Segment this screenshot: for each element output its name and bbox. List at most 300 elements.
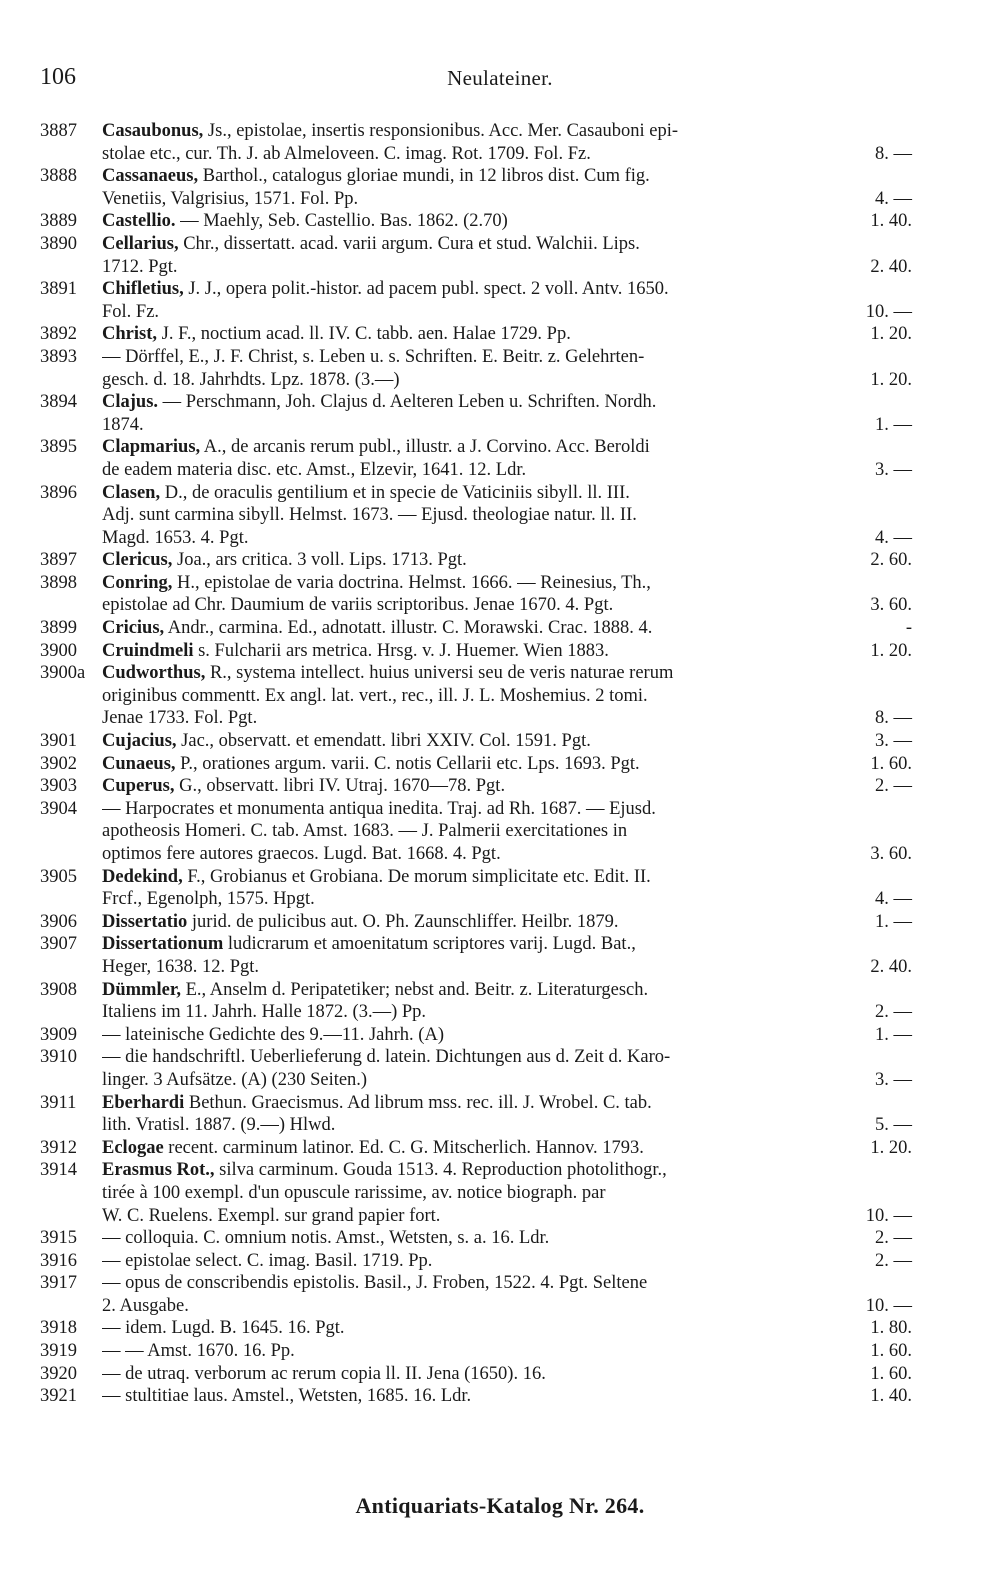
entry-price: 2. 40.: [870, 256, 912, 277]
entry-price: 4. —: [875, 188, 912, 209]
entry-text-body: R., systema intellect. huius universi seu de veris naturae rerum: [209, 663, 674, 684]
entry-text: [102, 956, 860, 979]
entry-number: 3895: [40, 437, 77, 458]
entry-line: [102, 1295, 912, 1318]
entry-line: [102, 933, 912, 956]
entry-line: [102, 323, 912, 346]
catalog-entry: [40, 775, 912, 798]
entry-price: 3. 60.: [870, 844, 912, 864]
entry-text: [102, 572, 912, 595]
entry-text-body: D., de oraculis gentilium et in specie de Vaticiniis sibyll. ll. III.: [164, 482, 630, 503]
catalog-entry: [40, 210, 912, 233]
entry-line: [102, 1205, 912, 1228]
entry-text-body: — Maehly, Seb. Castellio. Bas. 1862. (2.70): [180, 211, 508, 232]
entry-number: 3912: [40, 1137, 77, 1158]
entry-text: [102, 730, 865, 753]
catalog-entry: [40, 1317, 912, 1340]
entry-number: 3889: [40, 211, 77, 232]
entry-text: [102, 1385, 860, 1408]
entry-text: [102, 1024, 865, 1047]
entry-key: Dissertationum: [102, 934, 224, 955]
catalog-entry: [40, 549, 912, 572]
entry-number: 3904: [40, 798, 77, 819]
entry-text-body: lith. Vratisl. 1887. (9.—) Hlwd.: [102, 1115, 336, 1136]
entry-text: [102, 233, 912, 256]
entry-text: [102, 911, 865, 934]
entry-number: 3888: [40, 166, 77, 187]
entry-number: 3893: [40, 346, 77, 367]
entry-price: 10. —: [865, 1205, 912, 1226]
entry-text-body: — de utraq. verborum ac rerum copia ll. II. Jena (1650). 16.: [102, 1363, 546, 1384]
entry-key: Clasen,: [102, 482, 161, 503]
catalog-entry: [40, 1137, 912, 1160]
entry-text-body: Venetiis, Valgrisius, 1571. Fol. Pp.: [102, 188, 359, 209]
catalog-entry: [40, 933, 912, 978]
entry-line: [102, 798, 912, 821]
entry-number: 3890: [40, 233, 77, 254]
entry-text-body: Heger, 1638. 12. Pgt.: [102, 956, 260, 977]
entry-number: 3916: [40, 1250, 77, 1271]
entry-text-body: s. Fulcharii ars metrica. Hrsg. v. J. Huemer. Wien 1883.: [198, 640, 609, 661]
entry-text: [102, 1340, 860, 1363]
entry-key: Cruindmeli: [102, 640, 194, 661]
entry-key: Clajus.: [102, 392, 159, 413]
entry-text-body: 1712. Pgt.: [102, 256, 178, 277]
entry-key: Clericus,: [102, 550, 173, 571]
entry-text: [102, 843, 860, 866]
entry-line: [102, 436, 912, 459]
entry-text: [102, 1363, 860, 1386]
entry-line: [102, 843, 912, 866]
entry-text: [102, 888, 865, 911]
entry-text-body: Jenae 1733. Fol. Pgt.: [102, 708, 258, 729]
entry-text-body: epistolae ad Chr. Daumium de variis scriptoribus. Jenae 1670. 4. Pgt.: [102, 595, 614, 616]
entry-line: [102, 866, 912, 889]
entry-line: [102, 1227, 912, 1250]
entry-text: [102, 369, 860, 392]
entry-text-body: Fol. Fz.: [102, 301, 160, 322]
entry-number: 3909: [40, 1024, 77, 1045]
entry-text-body: Andr., carmina. Ed., adnotatt. illustr. C. Morawski. Crac. 1888. 4.: [167, 618, 653, 639]
entry-text: [102, 662, 912, 685]
entry-text: [102, 346, 912, 369]
entry-text-body: — Harpocrates et monumenta antiqua inedita. Traj. ad Rh. 1687. — Ejusd.: [102, 798, 656, 819]
entry-price: 5. —: [875, 1115, 912, 1136]
catalog-entry: [40, 798, 912, 866]
entry-text-body: linger. 3 Aufsätze. (A) (230 Seiten.): [102, 1069, 368, 1090]
entry-number: 3899: [40, 618, 77, 639]
entry-number: 3910: [40, 1047, 77, 1068]
entry-line: [102, 956, 912, 979]
entry-text: [102, 1295, 856, 1318]
entry-number: 3903: [40, 776, 77, 797]
entry-price: 2. —: [875, 776, 912, 797]
entry-text: [102, 459, 865, 482]
entry-key: Cricius,: [102, 618, 165, 639]
entry-key: Casaubonus,: [102, 121, 204, 141]
entry-text: [102, 188, 865, 211]
entry-price: 3. —: [875, 459, 912, 480]
entry-text-body: originibus commentt. Ex angl. lat. vert., rec., ill. J. L. Moshemius. 2 tomi.: [102, 685, 648, 706]
entry-line: [102, 1385, 912, 1408]
entry-line: [102, 888, 912, 911]
entry-price: 2. —: [875, 1228, 912, 1249]
entry-key: Cuperus,: [102, 776, 175, 797]
entry-text: [102, 775, 865, 798]
entry-text-body: silva carminum. Gouda 1513. 4. Reproduction photolithogr.,: [219, 1160, 667, 1181]
catalog-entry: [40, 730, 912, 753]
entry-text-body: — stultitiae laus. Amstel., Wetsten, 1685. 16. Ldr.: [102, 1386, 472, 1407]
entry-price: 10. —: [865, 301, 912, 322]
entry-line: [102, 685, 912, 708]
entry-text-body: E., Anselm d. Peripatetiker; nebst and. Beitr. z. Literaturgesch.: [185, 979, 649, 1000]
entry-text-body: Adj. sunt carmina sibyll. Helmst. 1673. — Ejusd. theologiae natur. ll. II.: [102, 505, 637, 526]
entry-line: [102, 979, 912, 1002]
entry-price: 1. —: [875, 414, 912, 435]
catalog-entry: [40, 323, 912, 346]
catalog-entry: [40, 1227, 912, 1250]
entry-text: [102, 482, 912, 505]
entry-text: [102, 1114, 865, 1137]
entry-text: [102, 527, 865, 550]
entry-text: [102, 1272, 912, 1295]
catalog-entry: [40, 1385, 912, 1408]
entry-text: [102, 391, 912, 414]
catalog-entry: [40, 662, 912, 730]
entry-key: Cellarius,: [102, 233, 179, 254]
entry-line: [102, 188, 912, 211]
entry-number: 3897: [40, 550, 77, 571]
entry-text: [102, 256, 860, 279]
catalog-entry: [40, 1092, 912, 1137]
entry-text: [102, 866, 912, 889]
catalog-entry: [40, 278, 912, 323]
entry-price: -: [905, 618, 912, 639]
entry-line: [102, 414, 912, 437]
entry-number: 3894: [40, 392, 77, 413]
entry-text: [102, 1159, 912, 1182]
entry-text: [102, 301, 856, 324]
page-title: Neulateiner.: [447, 66, 553, 90]
entry-price: 2. 40.: [870, 956, 912, 977]
entry-text-body: 1874.: [102, 414, 144, 435]
entry-text-body: F., Grobianus et Grobiana. De morum simplicitate etc. Edit. II.: [187, 866, 651, 887]
entry-number: 3915: [40, 1228, 77, 1249]
entry-line: [102, 820, 912, 843]
entry-number: 3887: [40, 121, 77, 141]
entry-text-body: Chr., dissertatt. acad. varii argum. Cura et stud. Walchii. Lips.: [183, 233, 640, 254]
entry-key: Cassanaeus,: [102, 166, 199, 187]
entry-price: 1. 60.: [870, 1341, 912, 1362]
catalog-entry: [40, 1340, 912, 1363]
entry-text: [102, 143, 865, 166]
entry-price: 1. 40.: [870, 1386, 912, 1407]
entry-price: 3. —: [875, 731, 912, 752]
entry-number: 3905: [40, 866, 77, 887]
entry-text-body: — die handschriftl. Ueberlieferung d. latein. Dichtungen aus d. Zeit d. Karo-: [102, 1047, 671, 1068]
entry-number: 3919: [40, 1341, 77, 1362]
entry-text-body: Barthol., catalogus gloriae mundi, in 12 libros dist. Cum fig.: [202, 166, 650, 187]
entry-price: 3. —: [875, 1069, 912, 1090]
entry-line: [102, 1092, 912, 1115]
catalog-entry: [40, 1272, 912, 1317]
entry-text: [102, 549, 860, 572]
entry-text: [102, 1046, 912, 1069]
entry-text: [102, 594, 860, 617]
entry-text-body: optimos fere autores graecos. Lugd. Bat. 1668. 4. Pgt.: [102, 844, 501, 864]
entry-number: 3891: [40, 279, 77, 300]
entry-number: 3892: [40, 324, 77, 345]
catalog-entry: [40, 436, 912, 481]
entry-text-body: gesch. d. 18. Jahrhdts. Lpz. 1878. (3.—): [102, 369, 400, 390]
entry-text-body: Joa., ars critica. 3 voll. Lips. 1713. Pgt.: [177, 550, 467, 571]
entry-text-body: H., epistolae de varia doctrina. Helmst. 1666. — Reinesius, Th.,: [177, 572, 651, 593]
entry-text-body: — Dörffel, E., J. F. Christ, s. Leben u. s. Schriften. E. Beitr. z. Gelehrten-: [102, 346, 645, 367]
entry-line: [102, 640, 912, 663]
entry-text: [102, 120, 912, 143]
entry-text-body: — colloquia. C. omnium notis. Amst., Wetsten, s. a. 16. Ldr.: [102, 1228, 550, 1249]
entry-number: 3906: [40, 911, 77, 932]
entry-price: 1. 60.: [870, 753, 912, 774]
entry-line: [102, 1159, 912, 1182]
entry-line: [102, 165, 912, 188]
entry-line: [102, 504, 912, 527]
entry-key: Erasmus Rot.,: [102, 1160, 215, 1181]
page-number: 106: [40, 64, 76, 90]
entry-line: [102, 753, 912, 776]
entry-number: 3911: [40, 1092, 77, 1113]
entry-line: [102, 1024, 912, 1047]
entry-key: Cunaeus,: [102, 753, 176, 774]
entry-line: [102, 662, 912, 685]
entry-line: [102, 233, 912, 256]
entry-key: Castellio.: [102, 211, 176, 232]
entry-text-body: — idem. Lugd. B. 1645. 16. Pgt.: [102, 1318, 345, 1339]
entry-number: 3901: [40, 731, 77, 752]
entry-text-body: Bethun. Graecismus. Ad librum mss. rec. ill. J. Wrobel. C. tab.: [188, 1092, 652, 1113]
entry-number: 3896: [40, 482, 77, 503]
entry-price: 4. —: [875, 889, 912, 910]
entry-line: [102, 346, 912, 369]
entry-text-body: Frcf., Egenolph, 1575. Hpgt.: [102, 889, 315, 910]
entry-key: Clapmarius,: [102, 437, 201, 458]
entry-text: [102, 1317, 860, 1340]
entry-number: 3917: [40, 1273, 77, 1294]
entry-price: 1. 60.: [870, 1363, 912, 1384]
entry-line: [102, 482, 912, 505]
entry-text-body: J. J., opera polit.-histor. ad pacem publ. spect. 2 voll. Antv. 1650.: [188, 279, 669, 300]
entry-number: 3920: [40, 1363, 77, 1384]
catalog-entry: [40, 617, 912, 640]
entry-text-body: recent. carminum latinor. Ed. C. G. Mitscherlich. Hannov. 1793.: [168, 1137, 644, 1158]
entry-price: 1. 80.: [870, 1318, 912, 1339]
entry-number: 3898: [40, 572, 77, 593]
entry-text: [102, 820, 912, 843]
catalog-entry: [40, 572, 912, 617]
entry-line: [102, 391, 912, 414]
entry-text: [102, 436, 912, 459]
entry-price: 1. 20.: [870, 324, 912, 345]
catalog-entry: [40, 346, 912, 391]
entry-number: 3908: [40, 979, 77, 1000]
entry-number: 3900: [40, 640, 77, 661]
entry-text-body: Italiens im 11. Jahrh. Halle 1872. (3.—) Pp.: [102, 1002, 427, 1023]
entry-price: 4. —: [875, 527, 912, 548]
entry-line: [102, 730, 912, 753]
entry-line: [102, 1001, 912, 1024]
entry-line: [102, 1363, 912, 1386]
entry-text: [102, 323, 860, 346]
entry-text-body: A., de arcanis rerum publ., illustr. a J. Corvino. Acc. Beroldi: [203, 437, 650, 458]
entry-line: [102, 301, 912, 324]
entry-line: [102, 572, 912, 595]
entry-key: Dissertatio: [102, 911, 188, 932]
entry-line: [102, 1182, 912, 1205]
entry-text: [102, 165, 912, 188]
entry-text: [102, 617, 896, 640]
entry-text-body: P., orationes argum. varii. C. notis Cellarii etc. Lps. 1693. Pgt.: [180, 753, 640, 774]
entry-text-body: Jac., observatt. et emendatt. libri XXIV. Col. 1591. Pgt.: [181, 731, 591, 752]
entry-price: 8. —: [875, 143, 912, 164]
entry-text: [102, 504, 912, 527]
entry-text-body: — lateinische Gedichte des 9.—11. Jahrh. (A): [102, 1024, 444, 1045]
catalog-entry: [40, 1046, 912, 1091]
catalog-entry: [40, 1024, 912, 1047]
entry-key: Eclogae: [102, 1137, 164, 1158]
entry-price: 1. —: [875, 911, 912, 932]
entry-price: 1. 20.: [870, 369, 912, 390]
entry-line: [102, 1114, 912, 1137]
entry-price: 10. —: [865, 1295, 912, 1316]
entry-line: [102, 278, 912, 301]
entry-price: 8. —: [875, 708, 912, 729]
entry-text: [102, 210, 860, 233]
entry-number: 3921: [40, 1386, 77, 1407]
entry-key: Chifletius,: [102, 279, 184, 300]
entry-text-body: — — Amst. 1670. 16. Pp.: [102, 1341, 295, 1362]
entry-line: [102, 210, 912, 233]
entry-key: Dedekind,: [102, 866, 183, 887]
entry-text-body: — opus de conscribendis epistolis. Basil., J. Froben, 1522. 4. Pgt. Seltene: [102, 1273, 648, 1294]
entry-price: 2. —: [875, 1002, 912, 1023]
entry-line: [102, 1069, 912, 1092]
catalog-entry: [40, 1250, 912, 1273]
entry-text: [102, 1069, 865, 1092]
entry-line: [102, 617, 912, 640]
entry-text: [102, 1137, 860, 1160]
entry-number: 3900a: [40, 663, 86, 684]
entry-text-body: W. C. Ruelens. Exempl. sur grand papier fort.: [102, 1205, 441, 1226]
entry-text: [102, 1250, 865, 1273]
entry-text-body: apotheosis Homeri. C. tab. Amst. 1683. — J. Palmerii exercitationes in: [102, 821, 628, 842]
entry-number: 3902: [40, 753, 77, 774]
entry-key: Dümmler,: [102, 979, 181, 1000]
entry-text: [102, 933, 912, 956]
catalog-entry: [40, 120, 912, 165]
entry-text-body: ludicrarum et amoenitatum scriptores varij. Lugd. Bat.,: [227, 934, 636, 955]
entry-text: [102, 1182, 912, 1205]
entry-line: [102, 911, 912, 934]
catalog-footer: Antiquariats-Katalog Nr. 264.: [355, 1493, 645, 1518]
entry-text: [102, 1205, 856, 1228]
entry-text-body: tirée à 100 exempl. d'un opuscule rarissime, av. notice biograph. par: [102, 1182, 606, 1203]
entry-line: [102, 459, 912, 482]
catalog-entry: [40, 911, 912, 934]
entry-key: Cujacius,: [102, 731, 177, 752]
entry-line: [102, 120, 912, 143]
entry-line: [102, 143, 912, 166]
entry-number: 3918: [40, 1318, 77, 1339]
entry-line: [102, 1137, 912, 1160]
catalog-entry: [40, 233, 912, 278]
entry-price: 1. —: [875, 1024, 912, 1045]
entry-text-body: de eadem materia disc. etc. Amst., Elzevir, 1641. 12. Ldr.: [102, 459, 527, 480]
catalog-entry: [40, 391, 912, 436]
entry-text-body: Magd. 1653. 4. Pgt.: [102, 527, 249, 548]
entry-line: [102, 256, 912, 279]
entry-line: [102, 1046, 912, 1069]
entry-text-body: — epistolae select. C. imag. Basil. 1719. Pp.: [102, 1250, 433, 1271]
entry-text-body: Js., epistolae, insertis responsionibus. Acc. Mer. Casauboni epi-: [207, 121, 679, 141]
entry-line: [102, 594, 912, 617]
entry-text: [102, 1001, 865, 1024]
catalog-entry: [40, 753, 912, 776]
entry-text-body: stolae etc., cur. Th. J. ab Almeloveen. C. imag. Rot. 1709. Fol. Fz.: [102, 143, 591, 164]
entry-line: [102, 1317, 912, 1340]
entry-list: [40, 120, 912, 1408]
entry-key: Conring,: [102, 572, 173, 593]
entry-text: [102, 278, 912, 301]
entry-price: 2. —: [875, 1250, 912, 1271]
entry-text: [102, 640, 860, 663]
entry-price: 1. 40.: [870, 211, 912, 232]
catalog-entry: [40, 866, 912, 911]
catalog-entry: [40, 1363, 912, 1386]
catalog-entry: [40, 1159, 912, 1227]
entry-line: [102, 1272, 912, 1295]
entry-price: 3. 60.: [870, 595, 912, 616]
entry-key: Cudworthus,: [102, 663, 206, 684]
entry-key: Christ,: [102, 324, 157, 345]
entry-text-body: — Perschmann, Joh. Clajus d. Aelteren Leben u. Schriften. Nordh.: [162, 392, 657, 413]
entry-text: [102, 685, 912, 708]
catalog-entry: [40, 482, 912, 550]
entry-line: [102, 775, 912, 798]
entry-number: 3914: [40, 1160, 77, 1181]
entry-text: [102, 1092, 912, 1115]
entry-text-body: J. F., noctium acad. ll. IV. C. tabb. aen. Halae 1729. Pp.: [161, 324, 571, 345]
catalog-entry: [40, 979, 912, 1024]
entry-text: [102, 979, 912, 1002]
entry-line: [102, 1250, 912, 1273]
catalog-entry: [40, 640, 912, 663]
entry-text: [102, 707, 865, 730]
entry-number: 3907: [40, 934, 77, 955]
catalog-entry: [40, 165, 912, 210]
entry-text: [102, 1227, 865, 1250]
entry-text: [102, 798, 912, 821]
entry-text-body: G., observatt. libri IV. Utraj. 1670—78. Pgt.: [179, 776, 506, 797]
entry-price: 1. 20.: [870, 640, 912, 661]
entry-line: [102, 707, 912, 730]
entry-line: [102, 369, 912, 392]
entry-key: Eberhardi: [102, 1092, 185, 1113]
entry-text-body: 2. Ausgabe.: [102, 1295, 189, 1316]
entry-line: [102, 1340, 912, 1363]
entry-line: [102, 549, 912, 572]
entry-text: [102, 414, 865, 437]
entry-line: [102, 527, 912, 550]
